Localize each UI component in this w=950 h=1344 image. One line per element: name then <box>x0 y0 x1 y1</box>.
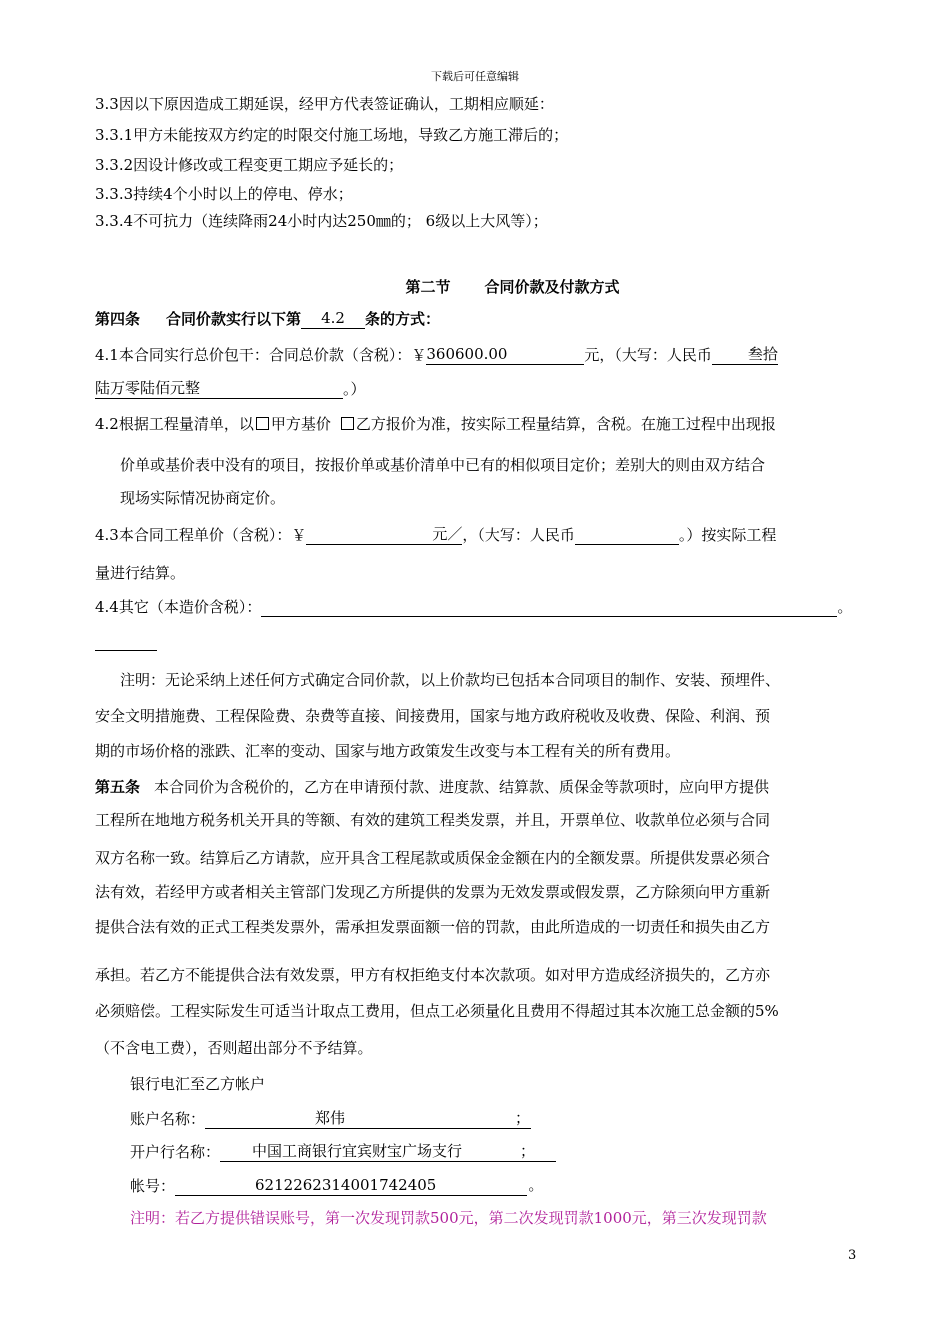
clause-4-2-line3: 现场实际情况协商定价。 <box>120 489 286 507</box>
account-number-label: 帐号： <box>130 1177 176 1195</box>
clause-4-3-text: 4.3本合同工程单价（含税）：￥ <box>95 526 307 544</box>
unit-price-field: 元／ <box>306 524 462 545</box>
article-5-line: 双方名称一致。结算后乙方请款，应开具含工程尾款或质保金金额在内的全额发票。所提供发票必须合 <box>95 849 771 867</box>
total-amount: 360600.00 <box>426 344 584 365</box>
note-line-2: 安全文明措施费、工程保险费、杂费等直接、间接费用，国家与地方政府税收及收费、保险、利润、预 <box>95 707 771 725</box>
article-4-choice: 4.2 <box>301 308 365 329</box>
article-5-line: （不含电工费），否则超出部分不予结算。 <box>95 1039 373 1057</box>
bank-branch-value: 中国工商银行宜宾财宝广场支行 <box>252 1142 463 1160</box>
clause-3-3-4: 3.3.4不可抗力（连续降雨24小时内达250㎜的； 6级以上大风等）； <box>95 212 548 230</box>
other-price-blank <box>261 600 837 617</box>
clause-4-3-end: 。）按实际工程 <box>678 526 777 544</box>
clause-3-3-2: 3.3.2因设计修改或工程变更工期应予延长的； <box>95 156 404 174</box>
page-number: 3 <box>848 1248 857 1263</box>
clause-4-1-end: 。） <box>343 380 366 398</box>
bank-branch-field: 中国工商银行宜宾财宝广场支行 ； <box>220 1141 556 1162</box>
clause-4-3 <box>95 524 776 545</box>
account-name-value: 郑伟 <box>315 1109 346 1127</box>
continuation-rule <box>95 650 157 651</box>
article-5-line: 承担。若乙方不能提供合法有效发票，甲方有权拒绝支付本次款项。如对甲方造成经济损失的，乙方亦 <box>95 966 771 984</box>
article-5-line: 法有效，若经甲方或者相关主管部门发现乙方所提供的发票为无效发票或假发票，乙方除须向甲方重新 <box>95 883 771 901</box>
clause-4-1 <box>95 344 778 365</box>
bank-title: 银行电汇至乙方帐户 <box>130 1075 266 1093</box>
account-name-field: 郑伟 ； <box>205 1108 531 1129</box>
page-header: 下载后可任意编辑 <box>431 70 519 83</box>
section-number: 第二节 <box>405 278 451 296</box>
section-title <box>0 276 950 297</box>
option-jiafang-label: 甲方基价 <box>270 415 331 433</box>
clause-4-4-text: 4.4其它（本造价含税）： <box>95 598 262 616</box>
amount-words-part1: 叁拾 <box>712 344 778 365</box>
section-name: 合同价款及付款方式 <box>484 278 620 296</box>
unit-price-words-blank <box>575 528 679 545</box>
wrong-account-note: 注明：若乙方提供错误账号，第一次发现罚款500元，第二次发现罚款1000元，第三次发现罚款 <box>130 1209 767 1227</box>
clause-3-3-intro: 3.3因以下原因造成工期延误，经甲方代表签证确认，工期相应顺延： <box>95 95 554 113</box>
clause-4-3-line2: 量进行结算。 <box>95 564 186 582</box>
article-4-text-after: 条的方式： <box>365 310 441 328</box>
clause-4-1-words-label: 元，（大写：人民币 <box>584 346 712 364</box>
article-5-line: 必须赔偿。工程实际发生可适当计取点工费用，但点工必须量化且费用不得超过其本次施工总金额的5% <box>95 1002 779 1020</box>
article-5-text: 本合同价为含税价的，乙方在申请预付款、进度款、结算款、质保金等款项时，应向甲方提供 <box>154 778 770 796</box>
bank-account-number <box>130 1175 544 1196</box>
clause-4-1-text: 4.1本合同实行总价包干：合同总价款（含税）：￥ <box>95 346 427 364</box>
clause-4-2 <box>95 414 776 434</box>
account-name-label: 账户名称： <box>130 1110 206 1128</box>
clause-4-2-line2: 价单或基价表中没有的项目，按报价单或基价清单中已有的相似项目定价；差别大的则由双方结合 <box>120 456 766 474</box>
option-yifang-label: 乙方报价为准，按实际工程量结算，含税。在施工过程中出现报 <box>355 415 776 433</box>
article-5 <box>95 777 769 797</box>
article-5-line: 工程所在地地方税务机关开具的等额、有效的建筑工程类发票，并且，开票单位、收款单位必须与合同 <box>95 811 771 829</box>
article-5-label: 第五条 <box>95 778 141 796</box>
clause-4-2-text: 4.2根据工程量清单，以 <box>95 415 254 433</box>
article-4-label: 第四条 <box>95 310 141 328</box>
checkbox-yifang[interactable] <box>341 417 354 430</box>
clause-4-3-words-label: ，（大写：人民币 <box>462 526 575 544</box>
article-4 <box>95 308 440 329</box>
note-line-1: 注明：无论采纳上述任何方式确定合同价款，以上价款均已包括本合同项目的制作、安装、预埋件、 <box>120 671 781 689</box>
amount-words-part2: 陆万零陆佰元整 <box>95 378 343 399</box>
bank-branch <box>130 1141 556 1162</box>
note-line-3: 期的市场价格的涨跌、汇率的变动、国家与地方政策发生改变与本工程有关的所有费用。 <box>95 742 681 760</box>
checkbox-jiafang[interactable] <box>256 417 269 430</box>
clause-4-1-line2 <box>95 378 366 399</box>
clause-4-4-end: 。 <box>837 598 853 616</box>
clause-3-3-1: 3.3.1甲方未能按双方约定的时限交付施工场地，导致乙方施工滞后的； <box>95 126 569 144</box>
article-4-text: 合同价款实行以下第 <box>166 310 302 328</box>
account-number-value: 6212262314001742405 <box>255 1176 437 1194</box>
account-number-field: 6212262314001742405 。 <box>175 1175 527 1196</box>
clause-4-4 <box>95 597 852 617</box>
bank-branch-label: 开户行名称： <box>130 1143 221 1161</box>
clause-3-3-3: 3.3.3持续4个小时以上的停电、停水； <box>95 185 353 203</box>
bank-account-name <box>130 1108 531 1129</box>
article-5-line: 提供合法有效的正式工程类发票外，需承担发票面额一倍的罚款，由此所造成的一切责任和损失由乙方 <box>95 918 771 936</box>
